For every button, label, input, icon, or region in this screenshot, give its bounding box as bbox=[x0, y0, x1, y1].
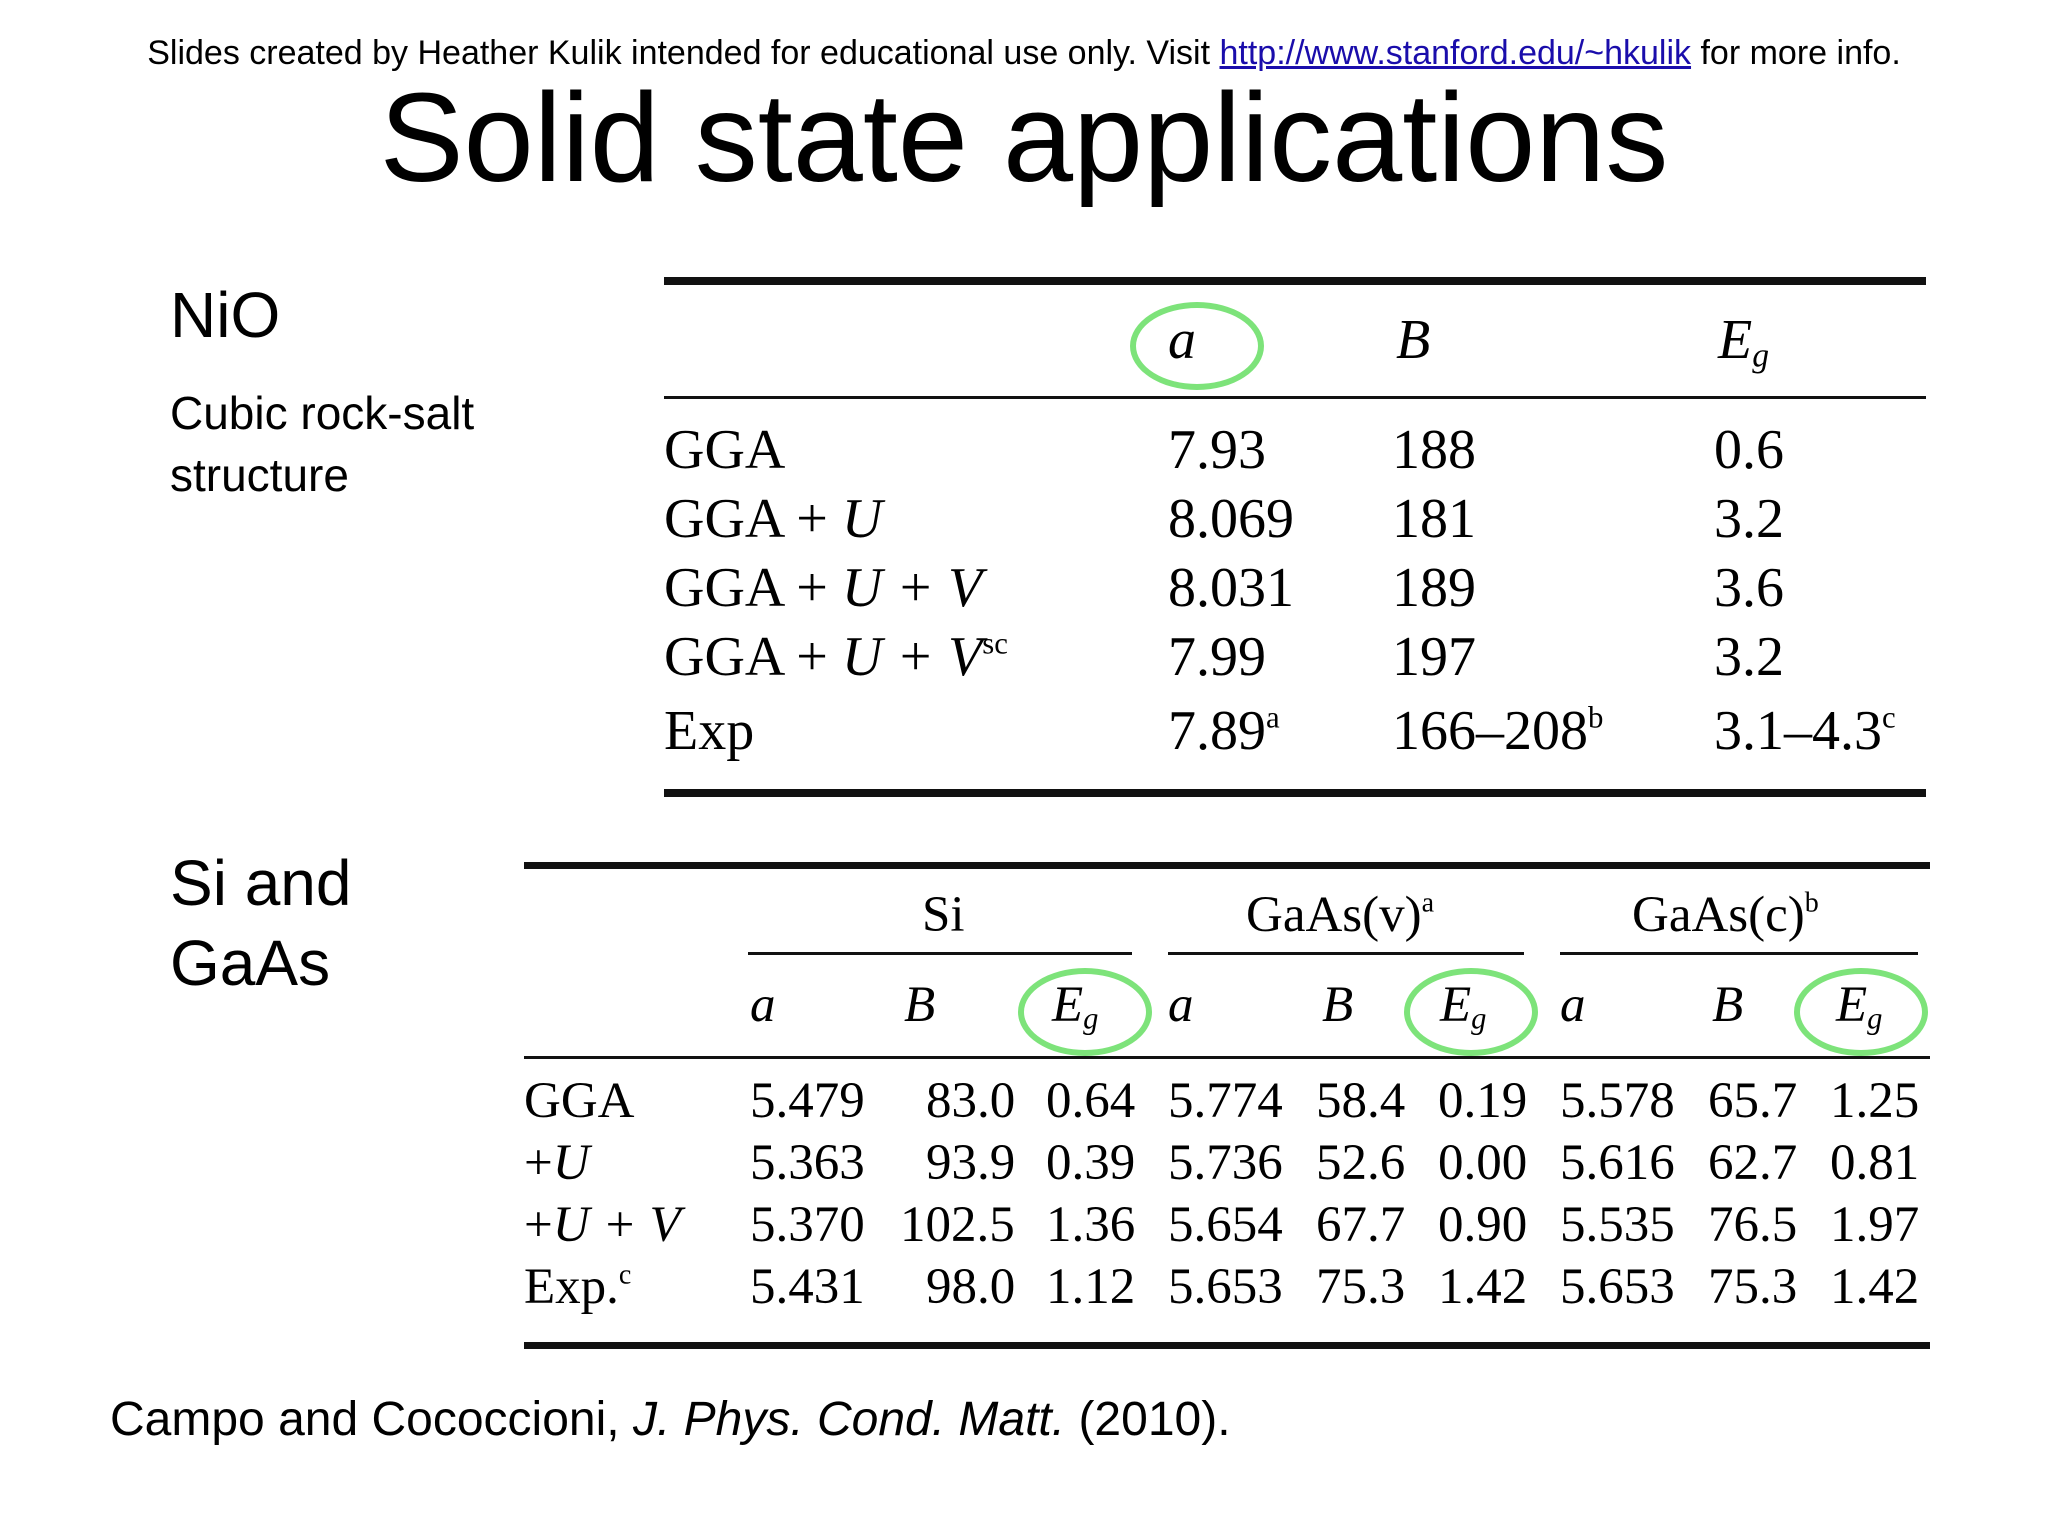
si-row-label-text: + bbox=[524, 1135, 553, 1191]
si-group-name: Si bbox=[922, 887, 965, 943]
si-row-label-text: GGA bbox=[524, 1073, 635, 1129]
nio-cell-eg bbox=[1714, 699, 1896, 763]
si-cell: 5.479 bbox=[750, 1073, 865, 1129]
nio-cell-eg: 3.6 bbox=[1714, 557, 1784, 619]
si-cell: 0.19 bbox=[1438, 1073, 1528, 1129]
nio-cell-a: 7.99 bbox=[1168, 626, 1266, 688]
si-cell: 5.616 bbox=[1560, 1135, 1675, 1191]
nio-description-line1: Cubic rock-salt bbox=[170, 387, 475, 439]
nio-cell-eg-value: 3.1–4.3 bbox=[1714, 700, 1882, 762]
si-cell: 1.12 bbox=[1046, 1259, 1136, 1315]
si-cell: 58.4 bbox=[1316, 1073, 1406, 1129]
si-group-header bbox=[922, 886, 965, 944]
si-cell: 75.3 bbox=[1316, 1259, 1406, 1315]
nio-cell-a-value: 7.89 bbox=[1168, 700, 1266, 762]
nio-cell-b: 181 bbox=[1392, 488, 1476, 550]
si-group-rule bbox=[748, 952, 1132, 955]
citation bbox=[110, 1392, 1231, 1447]
si-cell: 98.0 bbox=[926, 1259, 1016, 1315]
si-cell: 1.42 bbox=[1830, 1259, 1920, 1315]
si-cell: 1.42 bbox=[1438, 1259, 1528, 1315]
si-cell: 5.774 bbox=[1168, 1073, 1283, 1129]
si-row-label-italic: U + V bbox=[552, 1197, 681, 1253]
si-gaas-heading-line2: GaAs bbox=[170, 927, 331, 999]
nio-table-bottom-rule bbox=[664, 789, 1926, 797]
si-cell: 5.653 bbox=[1560, 1259, 1675, 1315]
si-cell: 5.431 bbox=[750, 1259, 865, 1315]
gaas-c-eg-highlight-oval bbox=[1794, 968, 1928, 1056]
si-cell: 67.7 bbox=[1316, 1197, 1406, 1253]
nio-row-label-italic: U + V bbox=[841, 557, 983, 619]
nio-row-label-text: GGA + bbox=[664, 557, 842, 619]
si-gaas-heading-line1: Si and bbox=[170, 847, 352, 919]
gaas-v-group-header bbox=[1246, 886, 1434, 944]
si-row-label-italic: U bbox=[552, 1135, 590, 1191]
nio-row-label-italic: U + V bbox=[841, 626, 983, 688]
si-cell: 5.363 bbox=[750, 1135, 865, 1191]
si-cell: 0.00 bbox=[1438, 1135, 1528, 1191]
nio-heading: NiO bbox=[170, 279, 281, 351]
nio-cell-a bbox=[1168, 699, 1280, 763]
nio-table-top-rule bbox=[664, 277, 1926, 285]
si-cell: 83.0 bbox=[926, 1073, 1016, 1129]
gaas-c-subheader-eg-main: E bbox=[1836, 977, 1868, 1033]
gaas-c-group-footnote: b bbox=[1804, 887, 1819, 919]
gaas-c-group-name: GaAs(c) bbox=[1632, 887, 1805, 943]
nio-row-label bbox=[664, 556, 982, 620]
si-cell: 0.90 bbox=[1438, 1197, 1528, 1253]
nio-row-label bbox=[664, 625, 1008, 689]
nio-cell-a: 8.069 bbox=[1168, 488, 1294, 550]
si-eg-highlight-oval bbox=[1018, 968, 1152, 1056]
nio-description-line2: structure bbox=[170, 449, 349, 501]
si-cell: 5.654 bbox=[1168, 1197, 1283, 1253]
si-cell: 93.9 bbox=[926, 1135, 1016, 1191]
gaas-v-subheader-b: B bbox=[1322, 977, 1354, 1033]
gaas-c-subheader-eg-sub: g bbox=[1867, 1001, 1883, 1036]
nio-cell-b: 189 bbox=[1392, 557, 1476, 619]
nio-row-label-text: GGA + bbox=[664, 626, 842, 688]
si-cell: 62.7 bbox=[1708, 1135, 1798, 1191]
gaas-v-eg-highlight-oval bbox=[1404, 968, 1538, 1056]
nio-row-label bbox=[664, 699, 754, 763]
nio-cell-a: 8.031 bbox=[1168, 557, 1294, 619]
citation-year: (2010). bbox=[1065, 1393, 1231, 1446]
nio-highlight-a-oval bbox=[1130, 302, 1264, 390]
si-cell: 1.97 bbox=[1830, 1197, 1920, 1253]
si-subheader-eg-main: E bbox=[1052, 977, 1084, 1033]
si-cell: 65.7 bbox=[1708, 1073, 1798, 1129]
nio-cell-eg: 3.2 bbox=[1714, 488, 1784, 550]
nio-row-label bbox=[664, 418, 785, 482]
si-cell: 102.5 bbox=[900, 1197, 1015, 1253]
si-cell: 5.578 bbox=[1560, 1073, 1675, 1129]
slide-title: Solid state applications bbox=[379, 67, 1669, 208]
si-table-bottom-rule bbox=[524, 1342, 1930, 1349]
nio-cell-b-footnote: b bbox=[1588, 700, 1604, 735]
nio-cell-b: 197 bbox=[1392, 626, 1476, 688]
si-row-label bbox=[524, 1196, 681, 1254]
nio-cell-eg: 3.2 bbox=[1714, 626, 1784, 688]
si-cell: 5.535 bbox=[1560, 1197, 1675, 1253]
si-cell: 5.370 bbox=[750, 1197, 865, 1253]
si-row-label bbox=[524, 1072, 635, 1130]
header-note-text: Slides created by Heather Kulik intended for educational use only. Visit bbox=[147, 34, 1220, 72]
gaas-v-group-name: GaAs(v) bbox=[1246, 887, 1422, 943]
si-cell: 1.36 bbox=[1046, 1197, 1136, 1253]
si-cell: 0.39 bbox=[1046, 1135, 1136, 1191]
si-table-header-rule bbox=[524, 1056, 1930, 1059]
nio-table-header-rule bbox=[664, 396, 1926, 399]
si-cell: 52.6 bbox=[1316, 1135, 1406, 1191]
si-row-label-footnote: c bbox=[618, 1259, 632, 1291]
stanford-link[interactable]: http://www.stanford.edu/~hkulik bbox=[1219, 34, 1692, 72]
si-row-label bbox=[524, 1258, 631, 1316]
si-cell: 1.25 bbox=[1830, 1073, 1920, 1129]
si-subheader-b: B bbox=[904, 977, 936, 1033]
header-note-suffix: for more info. bbox=[1691, 34, 1901, 72]
citation-journal: J. Phys. Cond. Matt. bbox=[632, 1393, 1066, 1446]
gaas-v-subheader-a: a bbox=[1168, 977, 1194, 1033]
nio-cell-eg-footnote: c bbox=[1882, 700, 1896, 735]
nio-row-label-text: GGA + bbox=[664, 488, 842, 550]
nio-row-label-italic: U bbox=[841, 488, 883, 550]
gaas-c-group-rule bbox=[1560, 952, 1918, 955]
gaas-v-subheader-eg-sub: g bbox=[1471, 1001, 1487, 1036]
si-cell: 5.736 bbox=[1168, 1135, 1283, 1191]
si-cell: 75.3 bbox=[1708, 1259, 1798, 1315]
gaas-c-subheader-b: B bbox=[1712, 977, 1744, 1033]
si-subheader-a: a bbox=[750, 977, 776, 1033]
nio-header-eg-main: E bbox=[1718, 309, 1753, 371]
si-cell: 76.5 bbox=[1708, 1197, 1798, 1253]
nio-cell-b-value: 166–208 bbox=[1392, 700, 1588, 762]
nio-cell-b bbox=[1392, 699, 1603, 763]
gaas-v-group-footnote: a bbox=[1421, 887, 1435, 919]
nio-cell-a: 7.93 bbox=[1168, 419, 1266, 481]
nio-cell-b: 188 bbox=[1392, 419, 1476, 481]
nio-header-b: B bbox=[1396, 309, 1431, 371]
si-row-label-text: Exp. bbox=[524, 1259, 619, 1315]
gaas-v-group-rule bbox=[1168, 952, 1524, 955]
nio-row-label-text: Exp bbox=[664, 700, 755, 762]
nio-row-label bbox=[664, 487, 882, 551]
nio-cell-a-footnote: a bbox=[1266, 700, 1280, 735]
nio-row-label-sup: sc bbox=[982, 626, 1008, 661]
gaas-c-subheader-a: a bbox=[1560, 977, 1586, 1033]
nio-header-a: a bbox=[1168, 309, 1196, 371]
si-cell: 0.81 bbox=[1830, 1135, 1920, 1191]
nio-row-label-text: GGA bbox=[664, 419, 786, 481]
si-cell: 5.653 bbox=[1168, 1259, 1283, 1315]
nio-cell-eg: 0.6 bbox=[1714, 419, 1784, 481]
si-row-label bbox=[524, 1134, 590, 1192]
si-row-label-text: + bbox=[524, 1197, 553, 1253]
nio-header-eg-sub: g bbox=[1752, 337, 1770, 375]
citation-authors: Campo and Cococcioni, bbox=[110, 1393, 633, 1446]
si-table-top-rule bbox=[524, 862, 1930, 869]
si-subheader-eg-sub: g bbox=[1083, 1001, 1099, 1036]
si-cell: 0.64 bbox=[1046, 1073, 1136, 1129]
nio-header-eg bbox=[1718, 308, 1770, 375]
gaas-v-subheader-eg-main: E bbox=[1440, 977, 1472, 1033]
gaas-c-group-header bbox=[1632, 886, 1819, 944]
